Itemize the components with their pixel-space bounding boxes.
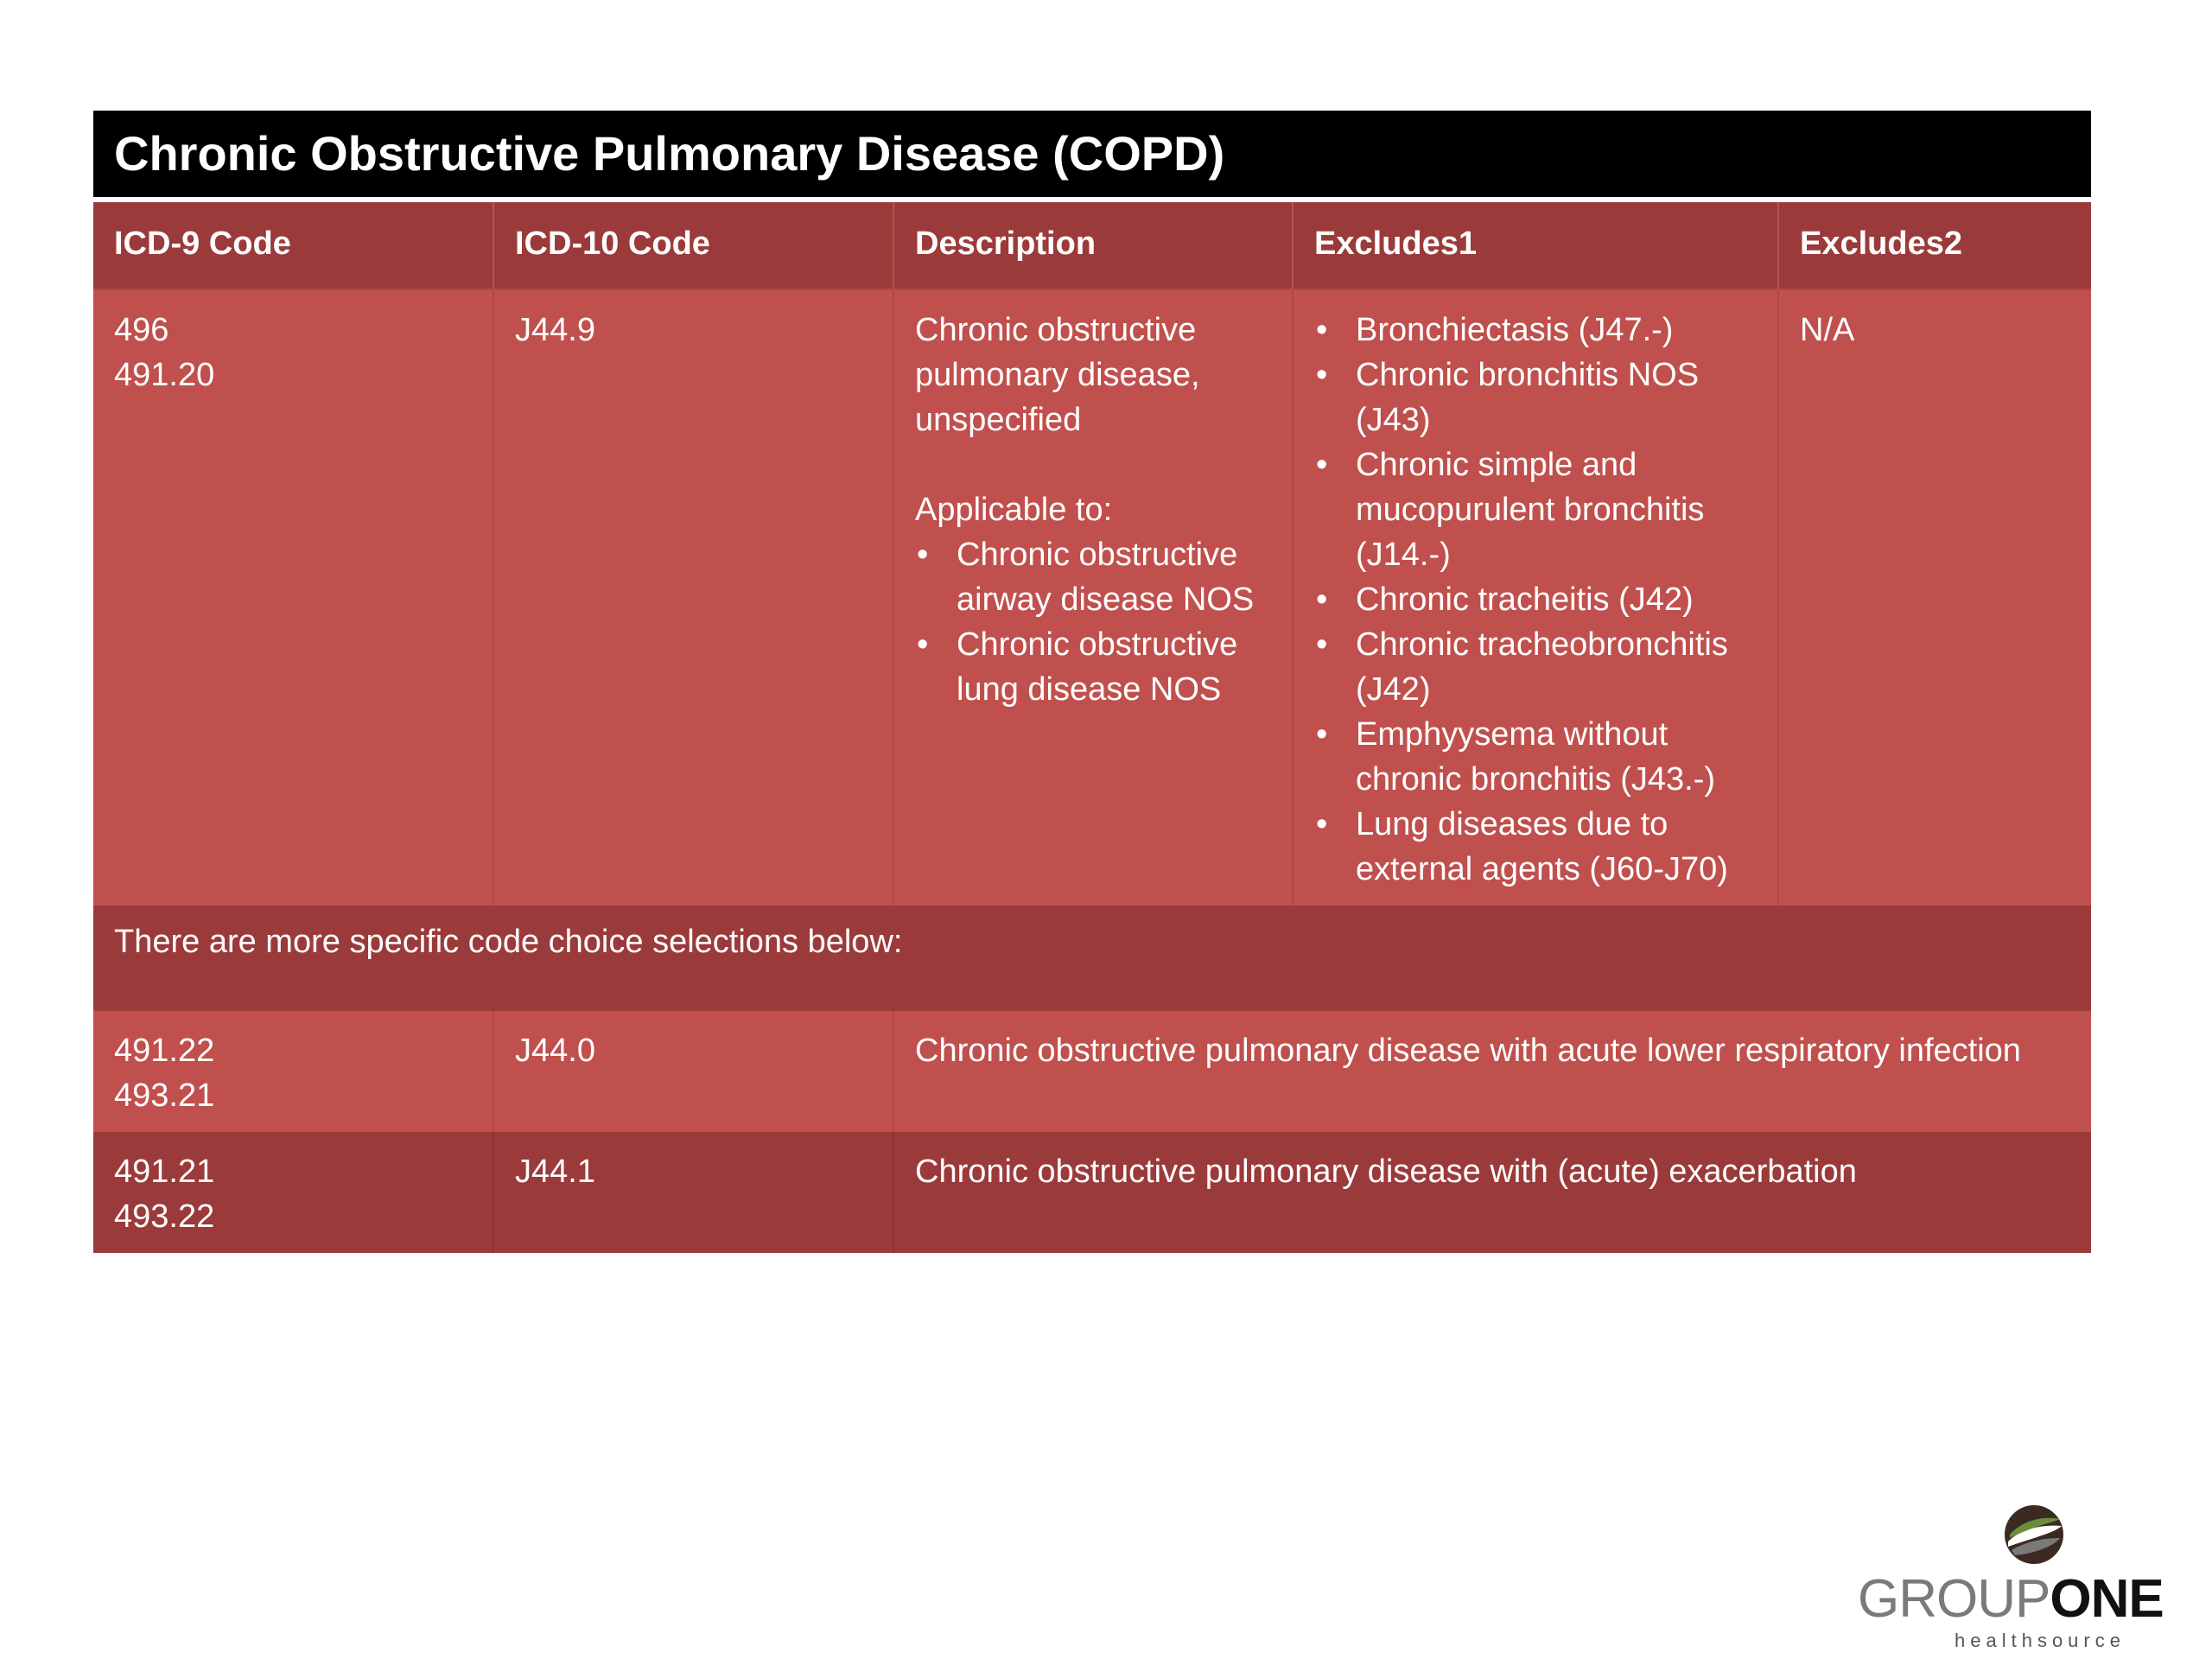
list-item: • Lung diseases due to external agents (J60-J70) [1314,802,1757,892]
logo-word-bold: ONE [2050,1569,2164,1629]
table-title: Chronic Obstructive Pulmonary Disease (COPD) [93,111,2091,200]
icd10-code: J44.0 [515,1033,595,1069]
icd9-code: 496 [114,312,169,348]
icd9-code: 493.21 [114,1077,215,1114]
list-item: • Emphyysema without chronic bronchitis (J43.-) [1314,712,1757,802]
list-item: • Chronic tracheobronchitis (J42) [1314,622,1757,712]
icd9-code: 491.20 [114,357,215,393]
list-item: • Chronic tracheitis (J42) [1314,577,1757,622]
table-row-j44-1 [93,1132,2091,1253]
header-description: Description [893,200,1293,289]
header-icd10: ICD-10 Code [493,200,893,289]
applicable-list [915,532,1271,712]
table-row-j44-0 [93,1011,2091,1132]
description-text: Chronic obstructive pulmonary disease with acute lower respiratory infection [915,1033,2021,1069]
cell-icd9 [93,1132,493,1253]
excludes2-text: N/A [1800,312,1855,348]
description-text: Chronic obstructive pulmonary disease with (acute) exacerbation [915,1154,1857,1190]
logo-word-light: GROUP [1858,1569,2050,1629]
icd9-code: 491.21 [114,1154,215,1190]
cell-description [893,289,1293,906]
cell-icd9 [93,289,493,906]
groupone-logo [1858,1503,2203,1650]
icd9-code: 493.22 [114,1198,215,1235]
table-note-row [93,906,2091,1011]
cell-description [893,1132,2091,1253]
table-header-row [93,200,2091,289]
icd10-code: J44.9 [515,312,595,348]
table-title-row [93,111,2091,200]
icd9-code: 491.22 [114,1033,215,1069]
note-text: There are more specific code choice selections below: [93,906,2091,1011]
header-excludes2: Excludes2 [1778,200,2091,289]
list-item: • Chronic bronchitis NOS (J43) [1314,353,1757,442]
cell-excludes1 [1293,289,1778,906]
header-excludes1: Excludes1 [1293,200,1778,289]
cell-icd9 [93,1011,493,1132]
cell-icd10 [493,1011,893,1132]
logo-wordmark [1858,1569,2164,1629]
list-item: • Bronchiectasis (J47.-) [1314,308,1757,353]
excludes1-list [1314,308,1757,892]
cell-description [893,1011,2091,1132]
cell-icd10 [493,289,893,906]
icd10-code: J44.1 [515,1154,595,1190]
description-text: Chronic obstructive pulmonary disease, unspecified [915,312,1200,438]
table-row-j44-9 [93,289,2091,906]
list-item: • Chronic simple and mucopurulent bronchitis (J14.-) [1314,442,1757,577]
list-item: • Chronic obstructive lung disease NOS [915,622,1271,712]
logo-tagline: healthsource [1955,1630,2126,1651]
copd-code-table [93,111,2091,1253]
spacer [915,442,1271,487]
list-item: • Chronic obstructive airway disease NOS [915,532,1271,622]
cell-excludes2 [1778,289,2091,906]
cell-icd10 [493,1132,893,1253]
globe-swoosh-icon [2003,1503,2065,1566]
header-icd9: ICD-9 Code [93,200,493,289]
applicable-label: Applicable to: [915,492,1113,528]
